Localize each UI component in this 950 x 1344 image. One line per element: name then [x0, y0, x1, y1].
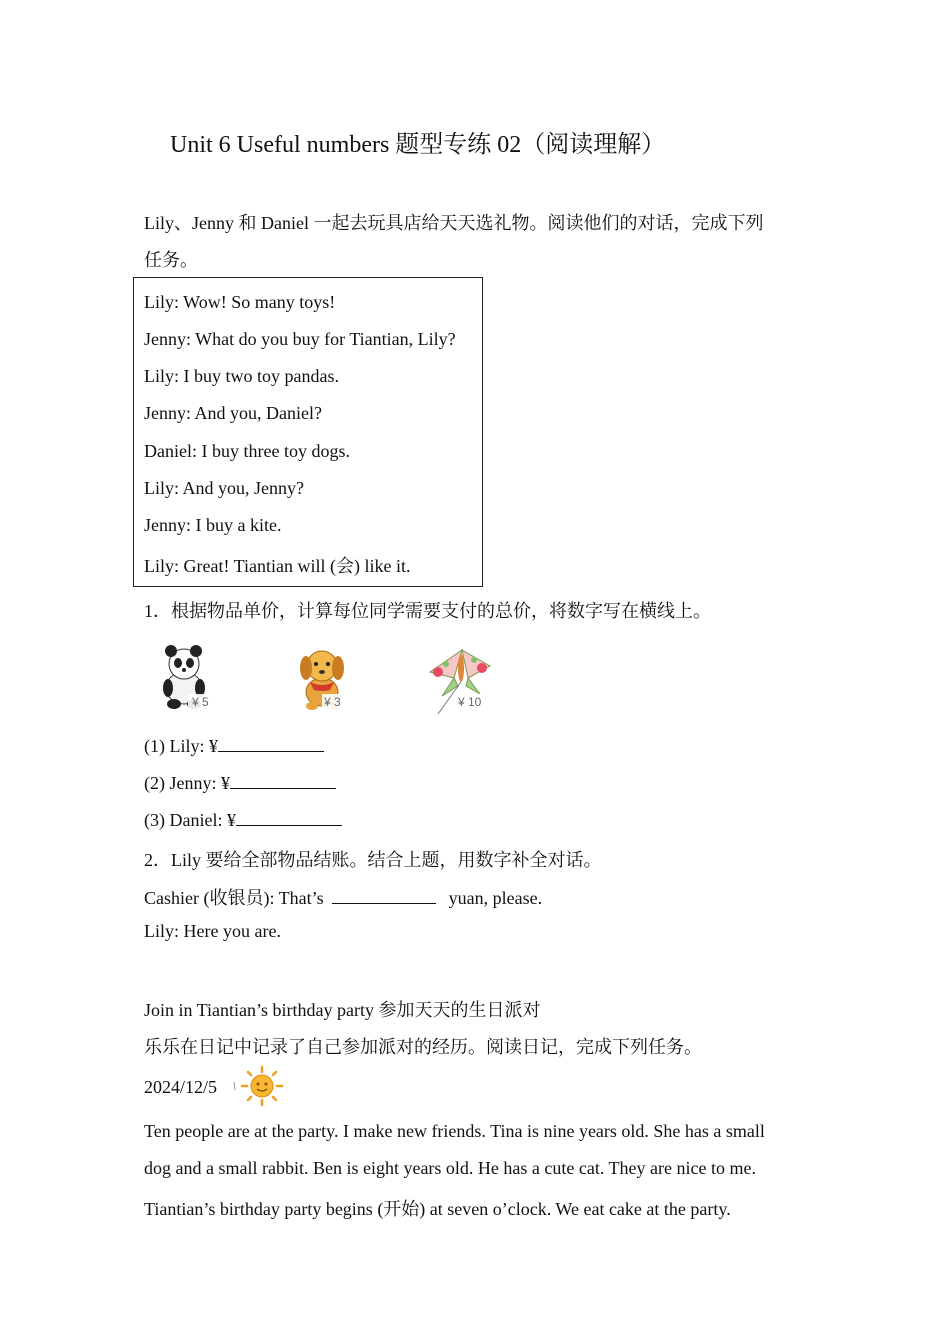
- kite-toy-image: [424, 642, 500, 716]
- dialogue-line: Lily: And you, Jenny?: [144, 478, 304, 498]
- task2-instruction: 2．Lily 要给全部物品结账。结合上题，用数字补全对话。: [144, 850, 602, 870]
- diary-line: Tiantian’s birthday party begins (开始) at seven o’clock. We eat cake at the party.: [144, 1199, 731, 1219]
- intro-line-2: 任务。: [144, 250, 198, 270]
- lily-reply: Lily: Here you are.: [144, 921, 281, 941]
- cashier-text-before: Cashier (收银员): That’s: [144, 888, 329, 908]
- dialogue-line: Lily: Great! Tiantian will (会) like it.: [144, 556, 411, 576]
- dialogue-line: Jenny: I buy a kite.: [144, 515, 282, 535]
- question-2: [144, 772, 336, 794]
- question-1-label: (1) Lily: ¥: [144, 736, 218, 756]
- section-2-intro: 乐乐在日记中记录了自己参加派对的经历。阅读日记，完成下列任务。: [144, 1037, 702, 1057]
- question-2-label: (2) Jenny: ¥: [144, 773, 230, 793]
- answer-blank-3[interactable]: [236, 809, 342, 826]
- diary-line: Ten people are at the party. I make new friends. Tina is nine years old. She has a small: [144, 1121, 765, 1141]
- question-1: [144, 735, 324, 757]
- dialogue-line: Lily: Wow! So many toys!: [144, 292, 336, 312]
- panda-price: ¥ 5: [192, 695, 209, 709]
- dialogue-line: Jenny: What do you buy for Tiantian, Lily?: [144, 329, 456, 349]
- section-2-title: Join in Tiantian’s birthday party 参加天天的生日派对: [144, 1000, 541, 1020]
- dialogue-line: Daniel: I buy three toy dogs.: [144, 441, 350, 461]
- panda-toy-image: [158, 642, 228, 714]
- sun-icon: [232, 1064, 290, 1108]
- dialogue-line: Jenny: And you, Daniel?: [144, 403, 322, 423]
- kite-price: ¥ 10: [458, 695, 482, 709]
- dog-price: ¥ 3: [324, 695, 341, 709]
- task1-instruction: 1．根据物品单价，计算每位同学需要支付的总价，将数字写在横线上。: [144, 601, 711, 621]
- dog-toy-image: [290, 642, 362, 714]
- cashier-line: [144, 884, 542, 910]
- answer-blank-2[interactable]: [230, 772, 336, 789]
- page-title: Unit 6 Useful numbers 题型专练 02（阅读理解）: [170, 132, 666, 158]
- dialogue-box: [133, 277, 483, 587]
- dialogue-line: Lily: I buy two toy pandas.: [144, 366, 339, 386]
- cashier-text-after: yuan, please.: [448, 888, 543, 908]
- diary-date: 2024/12/5: [144, 1077, 218, 1097]
- diary-line: dog and a small rabbit. Ben is eight years old. He has a cute cat. They are nice to me.: [144, 1158, 756, 1178]
- answer-blank-1[interactable]: [218, 735, 324, 752]
- answer-blank-total[interactable]: [332, 887, 436, 904]
- intro-line-1: Lily、Jenny 和 Daniel 一起去玩具店给天天选礼物。阅读他们的对话，完成下列: [144, 213, 764, 233]
- question-3-label: (3) Daniel: ¥: [144, 810, 236, 830]
- question-3: [144, 809, 342, 831]
